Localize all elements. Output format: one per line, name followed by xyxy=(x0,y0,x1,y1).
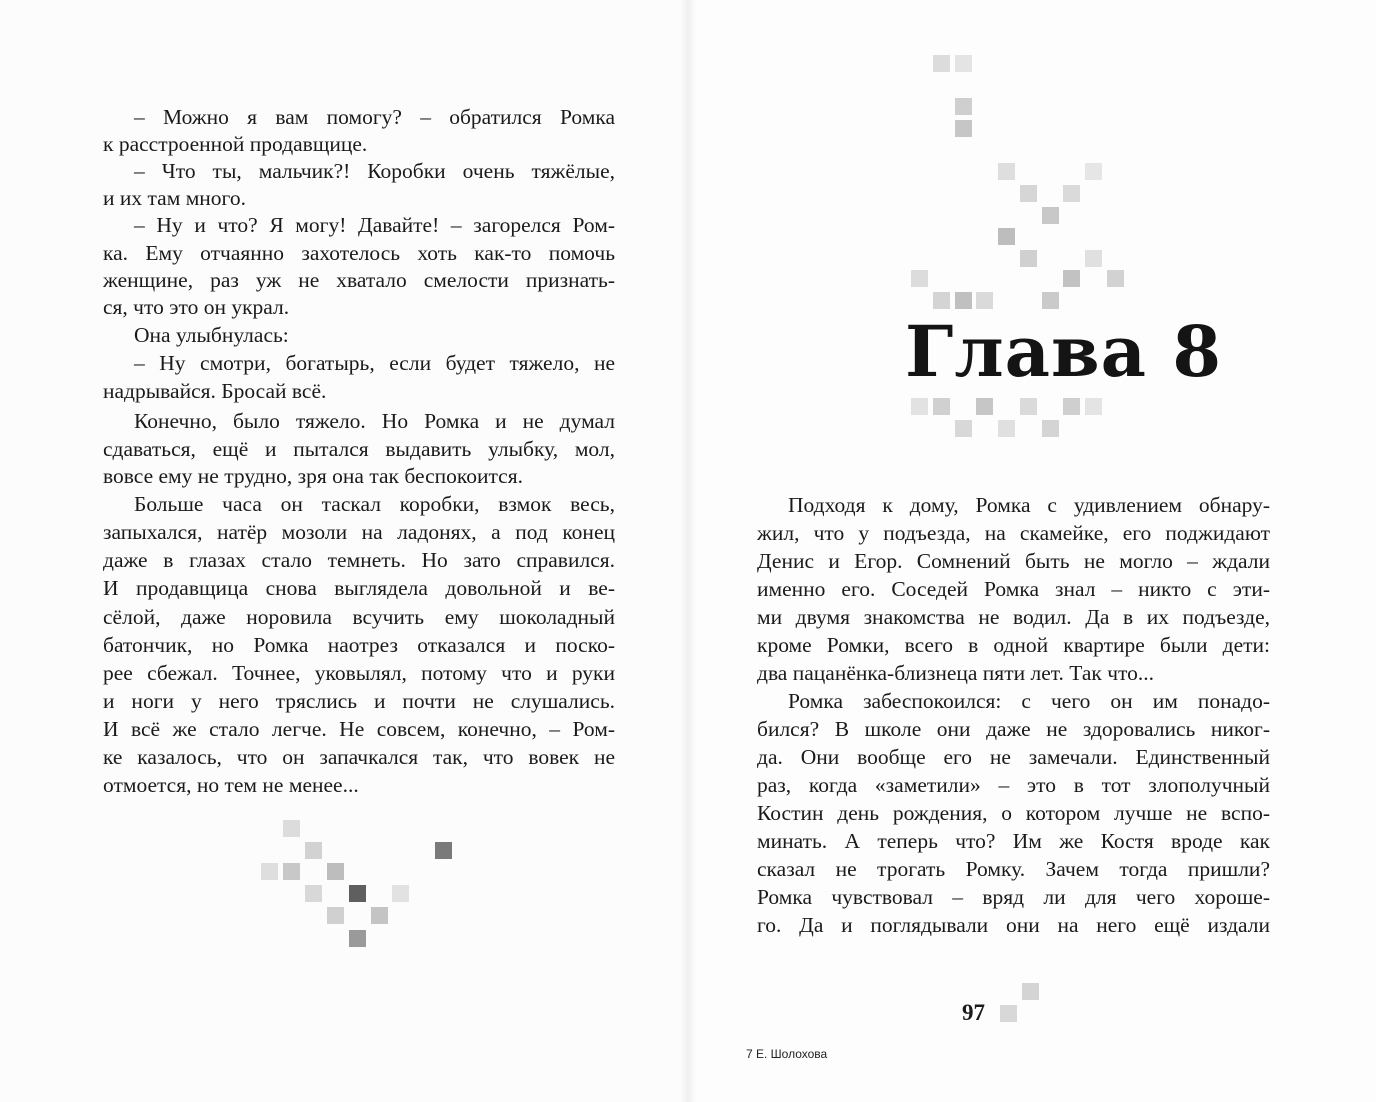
pixel-square xyxy=(955,120,972,137)
text-line: – Ну и что? Я могу! Давайте! – загорелся Ром- xyxy=(134,213,615,237)
text-line: И всё же стало легче. Не совсем, конечно, – Ром- xyxy=(103,717,615,741)
text-line: да. Они вообще его не замечали. Единственный xyxy=(757,745,1270,769)
pixel-square xyxy=(1063,398,1080,415)
text-line: кроме Ромки, всего в одной квартире были дети: xyxy=(757,633,1270,657)
pixel-square xyxy=(305,885,322,902)
text-line: женщине, раз уж не хватало смелости признать- xyxy=(103,268,615,292)
text-line: – Что ты, мальчик?! Коробки очень тяжёлые, xyxy=(134,159,615,183)
pixel-square xyxy=(1107,270,1124,287)
text-line: жил, что у подъезда, на скамейке, его поджидают xyxy=(757,521,1270,545)
text-line: надрывайся. Бросай всё. xyxy=(103,379,327,403)
pixel-square xyxy=(955,55,972,72)
text-line: бился? В школе они даже не здоровались никог- xyxy=(757,717,1270,741)
text-line: даже в глазах стало темнеть. Но зато справился. xyxy=(103,548,615,572)
text-line: го. Да и поглядывали они на него ещё издали xyxy=(757,913,1270,937)
text-line: Ромка чувствовал – вряд ли для чего хороше- xyxy=(757,885,1270,909)
pixel-square xyxy=(976,398,993,415)
pixel-square xyxy=(1042,420,1059,437)
pixel-square xyxy=(261,863,278,880)
pixel-square xyxy=(283,863,300,880)
text-line: батончик, но Ромка наотрез отказался и поско- xyxy=(103,633,615,657)
text-line: раз, когда «заметили» – это в тот злополучный xyxy=(757,773,1270,797)
pixel-square xyxy=(305,842,322,859)
pixel-square xyxy=(283,820,300,837)
pixel-square xyxy=(1022,983,1039,1000)
pixel-square xyxy=(1085,163,1102,180)
pixel-square xyxy=(998,163,1015,180)
pixel-square xyxy=(955,98,972,115)
pixel-square xyxy=(349,930,366,947)
pixel-square xyxy=(1042,207,1059,224)
text-line: сказал не трогать Ромку. Зачем тогда пришли? xyxy=(757,857,1270,881)
pixel-square xyxy=(911,270,928,287)
text-line: рее сбежал. Точнее, уковылял, потому что и руки xyxy=(103,661,615,685)
pixel-square xyxy=(371,907,388,924)
pixel-square xyxy=(955,292,972,309)
text-line: запыхался, натёр мозоли на ладонях, а под конец xyxy=(103,520,615,544)
text-line: минать. А теперь что? Им же Костя вроде как xyxy=(757,829,1270,853)
text-line: – Ну смотри, богатырь, если будет тяжело, не xyxy=(134,351,615,375)
text-line: и ноги у него тряслись и почти не слушались. xyxy=(103,689,615,713)
text-line: сёлой, даже норовила всучить ему шоколадный xyxy=(103,605,615,629)
text-line: Больше часа он таскал коробки, взмок весь, xyxy=(134,492,615,516)
pixel-square xyxy=(976,292,993,309)
text-line: ми двумя знакомства не водил. Да в их подъезде, xyxy=(757,605,1270,629)
pixel-square xyxy=(933,55,950,72)
book-gutter xyxy=(680,0,696,1102)
pixel-square xyxy=(998,420,1015,437)
pixel-square xyxy=(933,398,950,415)
pixel-square xyxy=(998,228,1015,245)
pixel-square xyxy=(392,885,409,902)
pixel-square xyxy=(1020,398,1037,415)
pixel-square xyxy=(1063,270,1080,287)
pixel-square xyxy=(1063,185,1080,202)
pixel-square xyxy=(1085,250,1102,267)
text-line: Подходя к дому, Ромка с удивлением обнару- xyxy=(788,493,1270,517)
pixel-square xyxy=(349,885,366,902)
text-line: ке казалось, что он запачкался так, что вовек не xyxy=(103,745,615,769)
text-line: вовсе ему не трудно, зря она так беспокоится. xyxy=(103,464,523,488)
text-line: именно его. Соседей Ромка знал – никто с эти- xyxy=(757,577,1270,601)
text-line: ка. Ему отчаянно захотелось хоть как-то помочь xyxy=(103,241,615,265)
pixel-square xyxy=(327,907,344,924)
pixel-square xyxy=(1042,292,1059,309)
page-number: 97 xyxy=(962,1000,985,1025)
text-line: – Можно я вам помогу? – обратился Ромка xyxy=(134,105,615,129)
text-line: Она улыбнулась: xyxy=(134,323,289,347)
text-line: Костин день рождения, о котором лучше не вспо- xyxy=(757,801,1270,825)
text-line: Денис и Егор. Сомнений быть не могло – ждали xyxy=(757,549,1270,573)
footer-signature: 7 Е. Шолохова xyxy=(746,1047,828,1061)
pixel-square xyxy=(1020,250,1037,267)
pixel-square xyxy=(1085,398,1102,415)
text-line: два пацанёнка-близнеца пяти лет. Так что... xyxy=(757,661,1155,685)
pixel-square xyxy=(1020,185,1037,202)
pixel-square xyxy=(911,398,928,415)
text-line: Конечно, было тяжело. Но Ромка и не думал xyxy=(134,409,615,433)
text-line: И продавщица снова выглядела довольной и ве- xyxy=(103,576,615,600)
text-line: ся, что это он украл. xyxy=(103,295,290,319)
text-line: сдаваться, ещё и пытался выдавить улыбку, мол, xyxy=(103,437,615,461)
pixel-square xyxy=(327,863,344,880)
text-line: к расстроенной продавщице. xyxy=(103,132,368,156)
pixel-square xyxy=(1000,1005,1017,1022)
pixel-square xyxy=(955,420,972,437)
text-line: Ромка забеспокоился: с чего он им понадо- xyxy=(788,689,1270,713)
pixel-square xyxy=(933,292,950,309)
pixel-square xyxy=(435,842,452,859)
text-line: отмоется, но тем не менее... xyxy=(103,773,359,797)
text-line: и их там много. xyxy=(103,186,246,210)
chapter-title: Глава 8 xyxy=(905,310,1223,393)
